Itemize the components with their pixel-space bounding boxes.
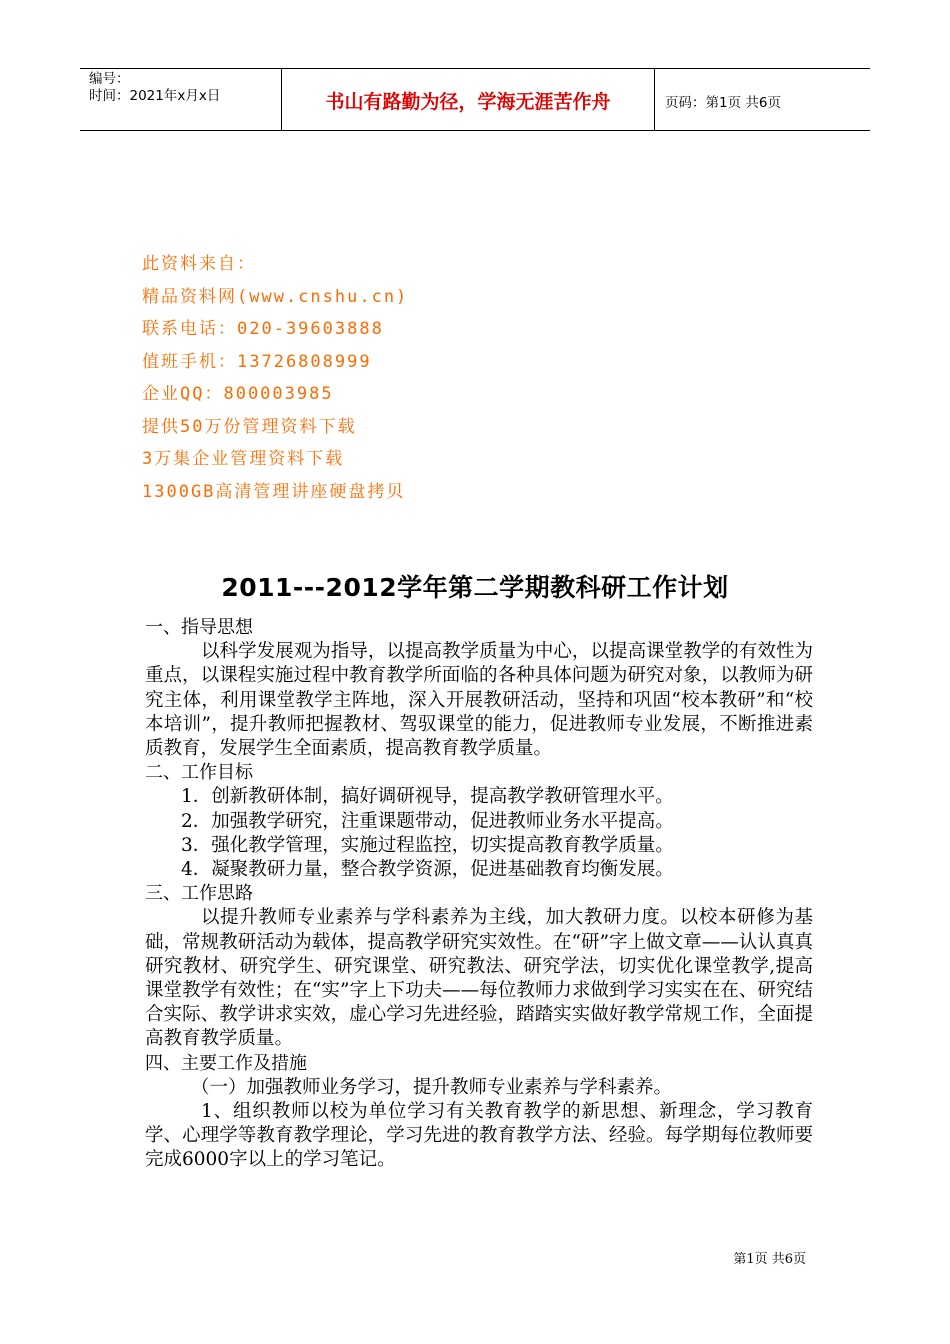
section-heading: 二、工作目标 — [145, 762, 253, 784]
section-paragraph: 以提升教师专业素养与学科素养为主线，加大教研力度。以校本研修为基础，常规教研活动为载体，提高教学研究实效性。在“研”字上做文章——认认真真研究教材、研究学生、研究课堂、研究教法、研究学法，切实优化课堂教学,提高课堂教学有效性；在“实”字上下功夫——每位教师力求做到学习实实在在、研究结合实际、教学讲求实效，虚心学习先进经验，踏踏实实做好教学常规工作，全面提高教育教学质量。 — [145, 907, 813, 1050]
section-heading: 三、工作思路 — [145, 883, 253, 905]
subsection-heading: （一）加强教师业务学习，提升教师专业素养与学科素养。 — [191, 1076, 673, 1098]
section-heading: 四、主要工作及措施 — [145, 1052, 307, 1074]
source-offer-line: 3万集企业管理资料下载 — [142, 449, 345, 469]
header-page-info: 页码：第1页 共6页 — [665, 94, 781, 111]
page-header — [80, 68, 870, 131]
source-mobile-line: 值班手机：13726808999 — [142, 351, 372, 372]
document-title: 2011---2012学年第二学期教科研工作计划 — [221, 573, 729, 602]
section-heading: 一、指导思想 — [145, 617, 253, 638]
goal-item: 3．强化教学管理，实施过程监控，切实提高教育教学质量。 — [181, 834, 674, 856]
section-paragraph: 以科学发展观为指导，以提高教学质量为中心，以提高课堂教学的有效性为重点，以课程实施过程中教育教学所面临的各种具体问题为研究对象，以教师为研究主体，利用课堂教学主阵地，深入开展教研活动，坚持和巩固“校本教研”和“校本培训”，提升教师把握教材、驾驭课堂的能力，促进教师专业发展，不断推进素质教育，发展学生全面素质，提高教育教学质量。 — [145, 641, 813, 760]
source-qq-line: 企业QQ：800003985 — [142, 384, 334, 404]
header-motto-cell — [282, 69, 655, 130]
goal-item: 2．加强教学研究，注重课题带动，促进教师业务水平提高。 — [181, 810, 674, 832]
goal-item: 4．凝聚教研力量，整合教学资源，促进基础教育均衡发展。 — [181, 859, 674, 881]
header-motto: 书山有路勤为径，学海无涯苦作舟 — [325, 91, 611, 113]
source-phone-line: 联系电话：020-39603888 — [142, 319, 384, 339]
source-website-line: 精品资料网(www.cnshu.cn) — [142, 286, 409, 307]
source-offer-line: 提供50万份管理资料下载 — [142, 416, 357, 437]
document-number-label: 编号： — [89, 71, 130, 87]
document-body — [145, 616, 813, 1173]
source-line: 此资料来自： — [142, 254, 256, 274]
goal-item: 1．创新教研体制，搞好调研视导，提高教学教研管理水平。 — [181, 786, 674, 808]
source-info-block — [142, 248, 408, 508]
section-paragraph: 1、组织教师以校为单位学习有关教育教学的新思想、新理念，学习教育学、心理学等教育教学理论，学习先进的教育教学方法、经验。每学期每位教师要完成6000字以上的学习笔记。 — [145, 1101, 813, 1171]
page-footer: 第1页 共6页 — [733, 1252, 806, 1267]
header-meta-cell — [80, 69, 282, 130]
document-date-label: 时间：2021年x月x日 — [89, 88, 221, 104]
source-offer-line: 1300GB高清管理讲座硬盘拷贝 — [142, 481, 406, 502]
header-page-cell — [655, 69, 870, 130]
